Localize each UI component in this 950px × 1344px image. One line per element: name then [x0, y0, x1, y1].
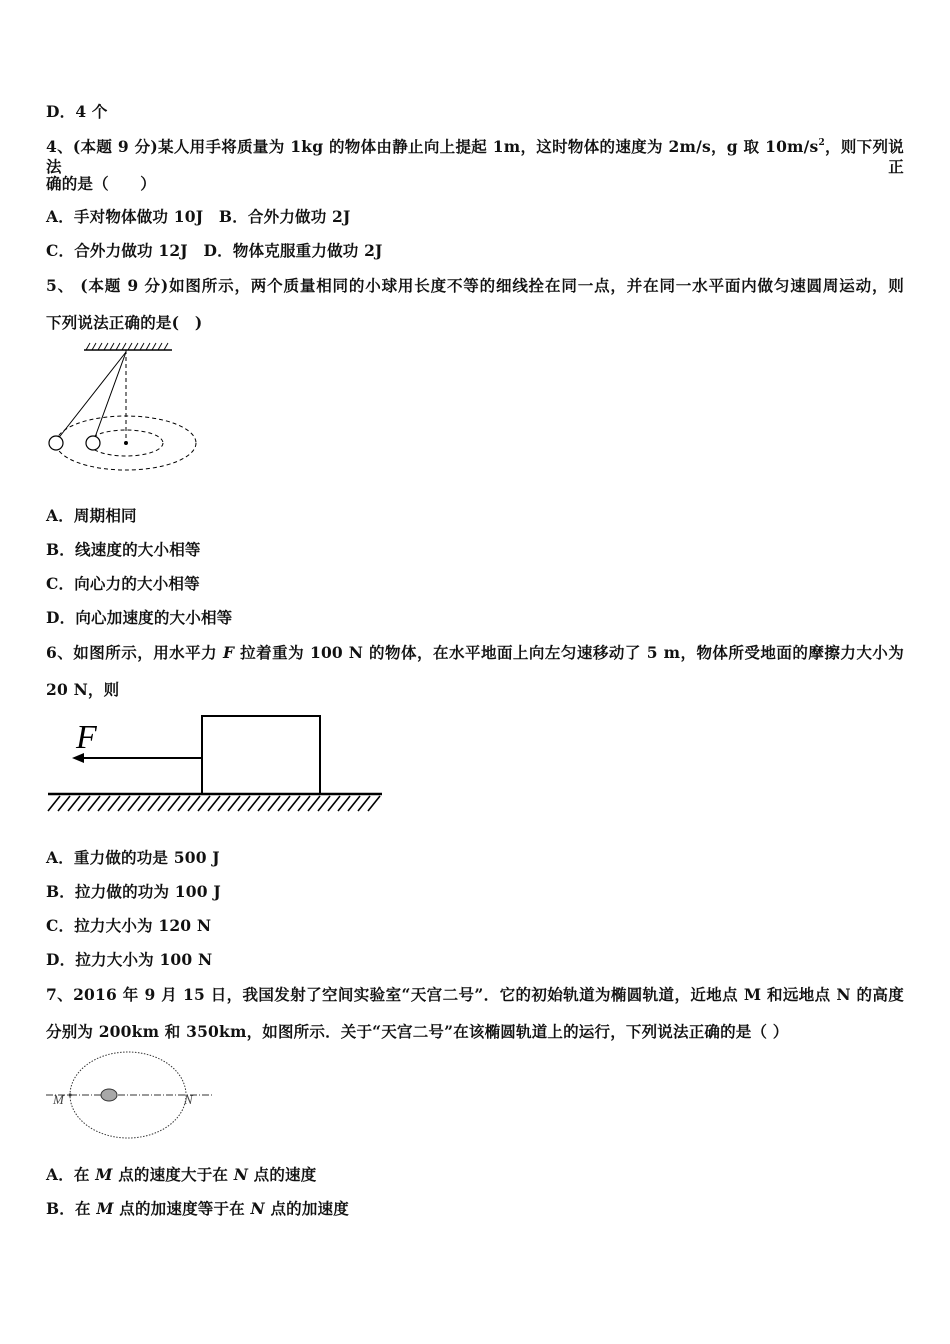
- q7-stem-line1: 7、2016 年 9 月 15 日，我国发射了空间实验室“天宫二号”．它的初始轨道为椭圆轨道，近地点 M 和远地点 N 的高度: [46, 985, 904, 1004]
- q6-stem-post: 拉着重为 100 N 的物体，在水平地面上向左匀速移动了 5 m，物体所受地面的摩擦力大小为: [234, 643, 904, 662]
- q7-option-b: [46, 1199, 349, 1219]
- q7-b-point-m: M: [96, 1199, 114, 1218]
- q6-option-c: C．拉力大小为 120 N: [46, 916, 212, 935]
- center-point: [124, 441, 128, 445]
- q4-stem-line2: 确的是（ ）: [46, 174, 156, 193]
- label-m: M: [53, 1092, 64, 1107]
- force-label: F: [76, 719, 97, 756]
- q5-option-d: D．向心加速度的大小相等: [46, 608, 233, 627]
- q6-stem-line2: 20 N，则: [46, 680, 120, 699]
- q7-a-post: 点的速度: [248, 1165, 317, 1184]
- earth: [101, 1089, 117, 1101]
- q7-b-post: 点的加速度: [264, 1199, 349, 1218]
- q5-option-c: C．向心力的大小相等: [46, 574, 200, 593]
- ball-inner: [86, 436, 100, 450]
- q7-a-point-m: M: [95, 1165, 113, 1184]
- q6-stem-pre: 6、如图所示，用水平力: [46, 643, 224, 662]
- long-string: [57, 352, 126, 440]
- q5-stem-line1: 5、 (本题 9 分)如图所示，两个质量相同的小球用长度不等的细线拴在同一点，并在同一水平面内做匀速圆周运动，则: [46, 276, 904, 295]
- orbit-figure: [44, 1048, 219, 1143]
- q7-b-pre: B．在: [46, 1199, 97, 1218]
- label-n: N: [184, 1092, 193, 1107]
- q7-stem-line2: 分别为 200km 和 350km，如图所示．关于“天宫二号”在该椭圆轨道上的运行，下列说法正确的是（ ）: [46, 1022, 789, 1041]
- q4-stem-post: ，则下列说法正: [46, 137, 904, 176]
- block: [202, 716, 320, 794]
- q7-b-mid: 点的加速度等于在: [113, 1199, 251, 1218]
- q5-option-a: A．周期相同: [46, 506, 137, 525]
- q7-a-point-n: N: [233, 1165, 249, 1184]
- q6-option-a: A．重力做的功是 500 J: [46, 848, 220, 867]
- q5-stem-line2: 下列说法正确的是( ): [46, 313, 203, 332]
- q7-b-point-n: N: [250, 1199, 265, 1218]
- q4-options-row1: A．手对物体做功 10J B．合外力做功 2J: [46, 207, 351, 226]
- q6-stem-line1: [46, 643, 904, 663]
- q3-option-d: D．4 个: [46, 102, 108, 121]
- q4-stem-sup: 2: [818, 138, 825, 148]
- q6-option-b: B．拉力做的功为 100 J: [46, 882, 221, 901]
- conical-pendulum-figure: [44, 340, 204, 475]
- short-string: [94, 352, 126, 440]
- perigee-point: [68, 1093, 71, 1096]
- q5-option-b: B．线速度的大小相等: [46, 540, 201, 559]
- q7-a-mid: 点的速度大于在: [112, 1165, 234, 1184]
- q4-stem-pre: 4、(本题 9 分)某人用手将质量为 1kg 的物体由静止向上提起 1m，这时物体的速度为 2m/s，g 取 10m/s: [46, 137, 819, 156]
- q7-a-pre: A．在: [46, 1165, 96, 1184]
- q7-option-a: [46, 1165, 316, 1185]
- q4-options-row2: C．合外力做功 12J D．物体克服重力做功 2J: [46, 241, 383, 260]
- block-force-figure: [44, 710, 389, 820]
- ceiling-hatch: [86, 343, 168, 350]
- q6-option-d: D．拉力大小为 100 N: [46, 950, 213, 969]
- ground-hatch: [48, 796, 380, 811]
- ball-outer: [49, 436, 63, 450]
- q4-stem-line1: [46, 137, 904, 177]
- q6-stem-force: F: [223, 643, 235, 662]
